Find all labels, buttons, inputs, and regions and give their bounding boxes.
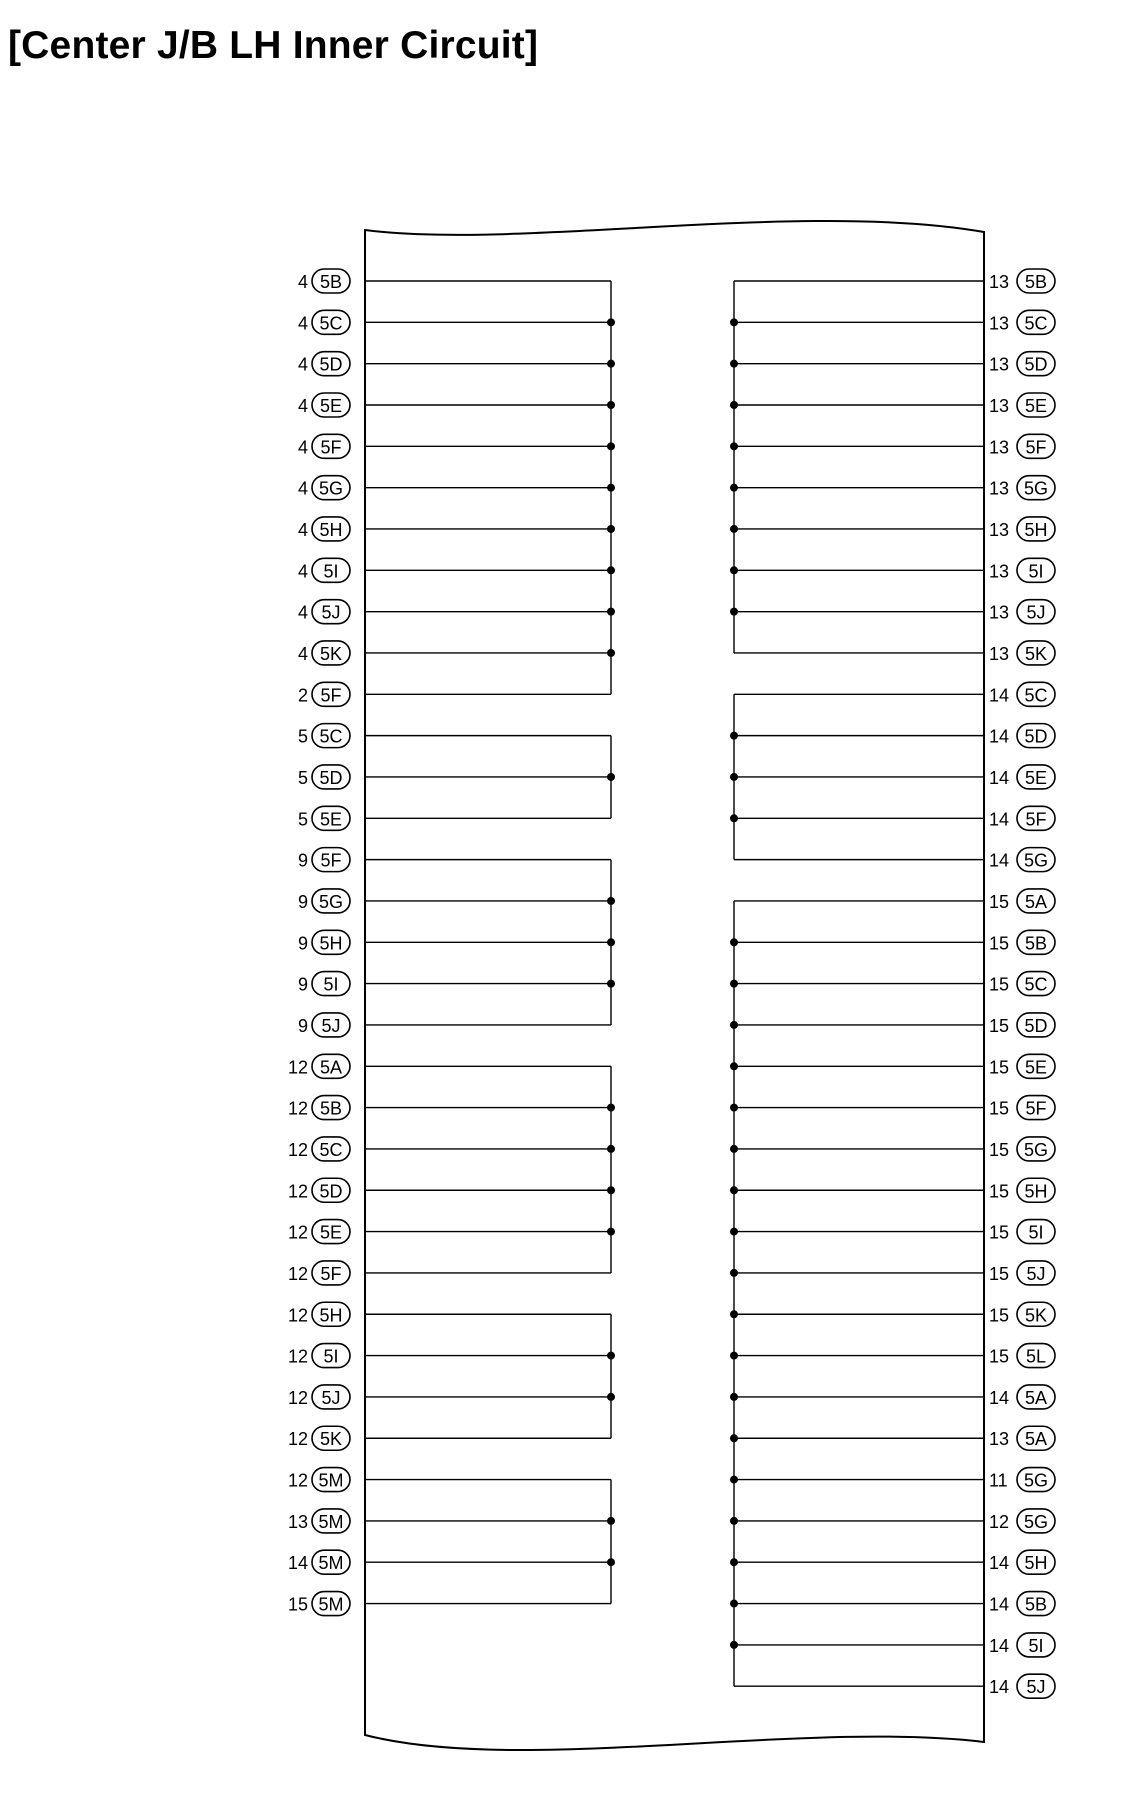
left-junction-dot [607,773,615,781]
left-pin-number: 4 [297,602,308,623]
right-junction-dot [730,1517,738,1525]
right-junction-dot [730,980,738,988]
right-pin-number: 13 [989,437,1010,458]
right-connector-label: 5L [1025,1346,1047,1367]
left-junction-dot [607,401,615,409]
right-connector-label: 5B [1024,933,1048,954]
right-pin-number: 15 [989,1263,1010,1284]
left-pin-number: 9 [297,933,308,954]
right-pin-number: 15 [989,1057,1010,1078]
left-pin-number: 4 [297,478,308,499]
left-pin-number: 5 [297,726,308,747]
left-pin-number: 4 [297,272,308,292]
right-connector-label: 5E [1024,1057,1048,1078]
left-connector-label: 5C [319,1139,343,1160]
right-connector-label: 5G [1023,1470,1049,1491]
left-connector-label: 5H [319,1305,343,1326]
left-pin-number: 12 [287,1181,308,1202]
right-junction-dot [730,1186,738,1194]
left-pin-number: 12 [287,1263,308,1284]
right-connector-label: 5D [1024,354,1048,375]
left-connector-label: 5G [318,891,344,912]
right-pin-number: 13 [989,272,1010,292]
left-pin-number: 4 [297,313,308,334]
right-connector-label: 5J [1026,1263,1046,1284]
left-junction-dot [607,1186,615,1194]
left-pin-number: 12 [287,1387,308,1408]
left-junction-dot [607,484,615,492]
left-pin-number: 13 [287,1511,308,1532]
left-connector-label: 5M [318,1511,344,1532]
right-junction-dot [730,1062,738,1070]
right-junction-dot [730,1228,738,1236]
left-pin-number: 9 [297,850,308,871]
left-pin-number: 9 [297,891,308,912]
right-junction-dot [730,1104,738,1112]
left-pin-number: 12 [287,1057,308,1078]
right-connector-label: 5A [1024,891,1048,912]
left-junction-dot [607,980,615,988]
left-connector-label: 5M [318,1553,344,1574]
right-pin-number: 14 [989,1387,1010,1408]
left-junction-dot [607,1228,615,1236]
right-connector-label: 5C [1024,313,1048,334]
left-junction-dot [607,649,615,657]
left-connector-label: 5D [319,767,343,788]
left-junction-dot [607,360,615,368]
right-pin-number: 15 [989,933,1010,954]
left-connector-label: 5G [318,478,344,499]
left-connector-label: 5K [319,1429,343,1450]
right-pin-number: 14 [989,1677,1010,1698]
left-junction-dot [607,525,615,533]
left-connector-label: 5B [319,272,343,292]
right-connector-label: 5A [1024,1387,1048,1408]
right-junction-dot [730,525,738,533]
right-junction-dot [730,442,738,450]
right-pin-number: 14 [989,767,1010,788]
left-connector-label: 5C [319,313,343,334]
left-pin-number: 12 [287,1139,308,1160]
right-connector-label: 5I [1028,1222,1044,1243]
right-junction-dot [730,1434,738,1442]
left-connector-label: 5F [320,850,342,871]
left-pin-number: 4 [297,395,308,416]
right-connector-label: 5I [1028,1635,1044,1656]
right-junction-dot [730,1600,738,1608]
right-connector-label: 5B [1024,1594,1048,1615]
left-pin-number: 9 [297,1015,308,1036]
right-connector-label: 5J [1026,1677,1046,1698]
left-junction-dot [607,1352,615,1360]
right-pin-number: 13 [989,1429,1010,1450]
right-junction-dot [730,1641,738,1649]
page-title: [Center J/B LH Inner Circuit] [8,24,539,67]
left-connector-label: 5J [321,1015,341,1036]
right-connector-column [730,269,1055,1698]
right-connector-label: 5G [1023,1139,1049,1160]
right-pin-number: 15 [989,1015,1010,1036]
left-connector-label: 5E [319,1222,343,1243]
left-connector-label: 5H [319,519,343,540]
right-pin-number: 15 [989,974,1010,995]
left-connector-label: 5J [321,1387,341,1408]
left-connector-label: 5D [319,354,343,375]
left-connector-label: 5E [319,809,343,830]
left-pin-number: 5 [297,809,308,830]
left-junction-dot [607,1517,615,1525]
right-connector-label: 5H [1024,1181,1048,1202]
left-connector-label: 5I [323,1346,339,1367]
left-connector-label: 5F [320,685,342,706]
left-pin-number: 12 [287,1098,308,1119]
left-pin-number: 12 [287,1470,308,1491]
right-junction-dot [730,608,738,616]
right-connector-label: 5D [1024,1015,1048,1036]
left-pin-number: 15 [287,1594,308,1615]
right-junction-dot [730,1476,738,1484]
left-connector-label: 5I [323,974,339,995]
right-junction-dot [730,732,738,740]
right-pin-number: 13 [989,643,1010,664]
right-connector-label: 5J [1026,602,1046,623]
right-junction-dot [730,938,738,946]
right-pin-number: 14 [989,1594,1010,1615]
right-pin-number: 13 [989,395,1010,416]
left-connector-label: 5F [320,437,342,458]
right-pin-number: 12 [989,1511,1010,1532]
left-pin-number: 4 [297,643,308,664]
left-junction-dot [607,1145,615,1153]
left-pin-number: 9 [297,974,308,995]
right-connector-label: 5K [1024,1305,1048,1326]
right-connector-label: 5F [1025,1098,1047,1119]
left-connector-label: 5B [319,1098,343,1119]
left-connector-label: 5J [321,602,341,623]
right-pin-number: 15 [989,1098,1010,1119]
right-junction-dot [730,1393,738,1401]
right-junction-dot [730,1558,738,1566]
right-pin-number: 15 [989,1305,1010,1326]
left-junction-dot [607,897,615,905]
right-junction-dot [730,814,738,822]
left-pin-number: 12 [287,1429,308,1450]
left-junction-dot [607,566,615,574]
right-pin-number: 15 [989,1181,1010,1202]
right-connector-label: 5E [1024,395,1048,416]
right-pin-number: 14 [989,726,1010,747]
right-connector-label: 5I [1028,561,1044,582]
right-pin-number: 15 [989,1139,1010,1160]
left-pin-number: 12 [287,1346,308,1367]
right-pin-number: 11 [989,1470,1008,1491]
right-pin-number: 14 [989,809,1010,830]
right-pin-number: 14 [989,850,1010,871]
right-connector-label: 5C [1024,685,1048,706]
left-pin-number: 4 [297,354,308,375]
right-pin-number: 15 [989,891,1010,912]
right-pin-number: 15 [989,1222,1010,1243]
right-junction-dot [730,1021,738,1029]
right-junction-dot [730,1352,738,1360]
left-connector-label: 5I [323,561,339,582]
right-pin-number: 14 [989,1635,1010,1656]
left-pin-number: 14 [287,1553,308,1574]
left-junction-dot [607,318,615,326]
right-junction-dot [730,773,738,781]
left-connector-label: 5F [320,1263,342,1284]
left-connector-label: 5E [319,395,343,416]
right-junction-dot [730,484,738,492]
right-connector-label: 5E [1024,767,1048,788]
right-pin-number: 15 [989,1346,1010,1367]
right-junction-dot [730,1269,738,1277]
right-pin-number: 13 [989,602,1010,623]
right-connector-label: 5K [1024,643,1048,664]
left-connector-label: 5K [319,643,343,664]
right-junction-dot [730,401,738,409]
left-junction-dot [607,442,615,450]
right-connector-label: 5G [1023,850,1049,871]
left-pin-number: 4 [297,561,308,582]
left-connector-label: 5H [319,933,343,954]
right-connector-label: 5H [1024,1553,1048,1574]
right-pin-number: 13 [989,478,1010,499]
left-connector-label: 5M [318,1594,344,1615]
left-connector-label: 5C [319,726,343,747]
right-junction-dot [730,1145,738,1153]
right-connector-label: 5C [1024,974,1048,995]
left-connector-label: 5A [319,1057,343,1078]
left-junction-dot [607,608,615,616]
right-connector-label: 5B [1024,272,1048,292]
left-connector-column [288,269,615,1616]
left-junction-dot [607,1558,615,1566]
right-junction-dot [730,566,738,574]
left-pin-number: 12 [287,1222,308,1243]
right-connector-label: 5G [1023,478,1049,499]
right-junction-dot [730,360,738,368]
left-pin-number: 12 [287,1305,308,1326]
left-pin-number: 4 [297,519,308,540]
right-pin-number: 14 [989,1553,1010,1574]
right-connector-label: 5F [1025,809,1047,830]
left-junction-dot [607,1393,615,1401]
right-connector-label: 5G [1023,1511,1049,1532]
right-connector-label: 5H [1024,519,1048,540]
left-pin-number: 4 [297,437,308,458]
right-junction-dot [730,318,738,326]
left-pin-number: 2 [297,685,308,706]
left-junction-dot [607,1104,615,1112]
left-pin-number: 5 [297,767,308,788]
right-pin-number: 13 [989,519,1010,540]
right-connector-label: 5D [1024,726,1048,747]
right-pin-number: 13 [989,313,1010,334]
right-pin-number: 13 [989,354,1010,375]
right-pin-number: 14 [989,685,1010,706]
left-junction-dot [607,938,615,946]
right-pin-number: 13 [989,561,1010,582]
left-connector-label: 5M [318,1470,344,1491]
right-junction-dot [730,1310,738,1318]
right-connector-label: 5A [1024,1429,1048,1450]
right-connector-label: 5F [1025,437,1047,458]
left-connector-label: 5D [319,1181,343,1202]
